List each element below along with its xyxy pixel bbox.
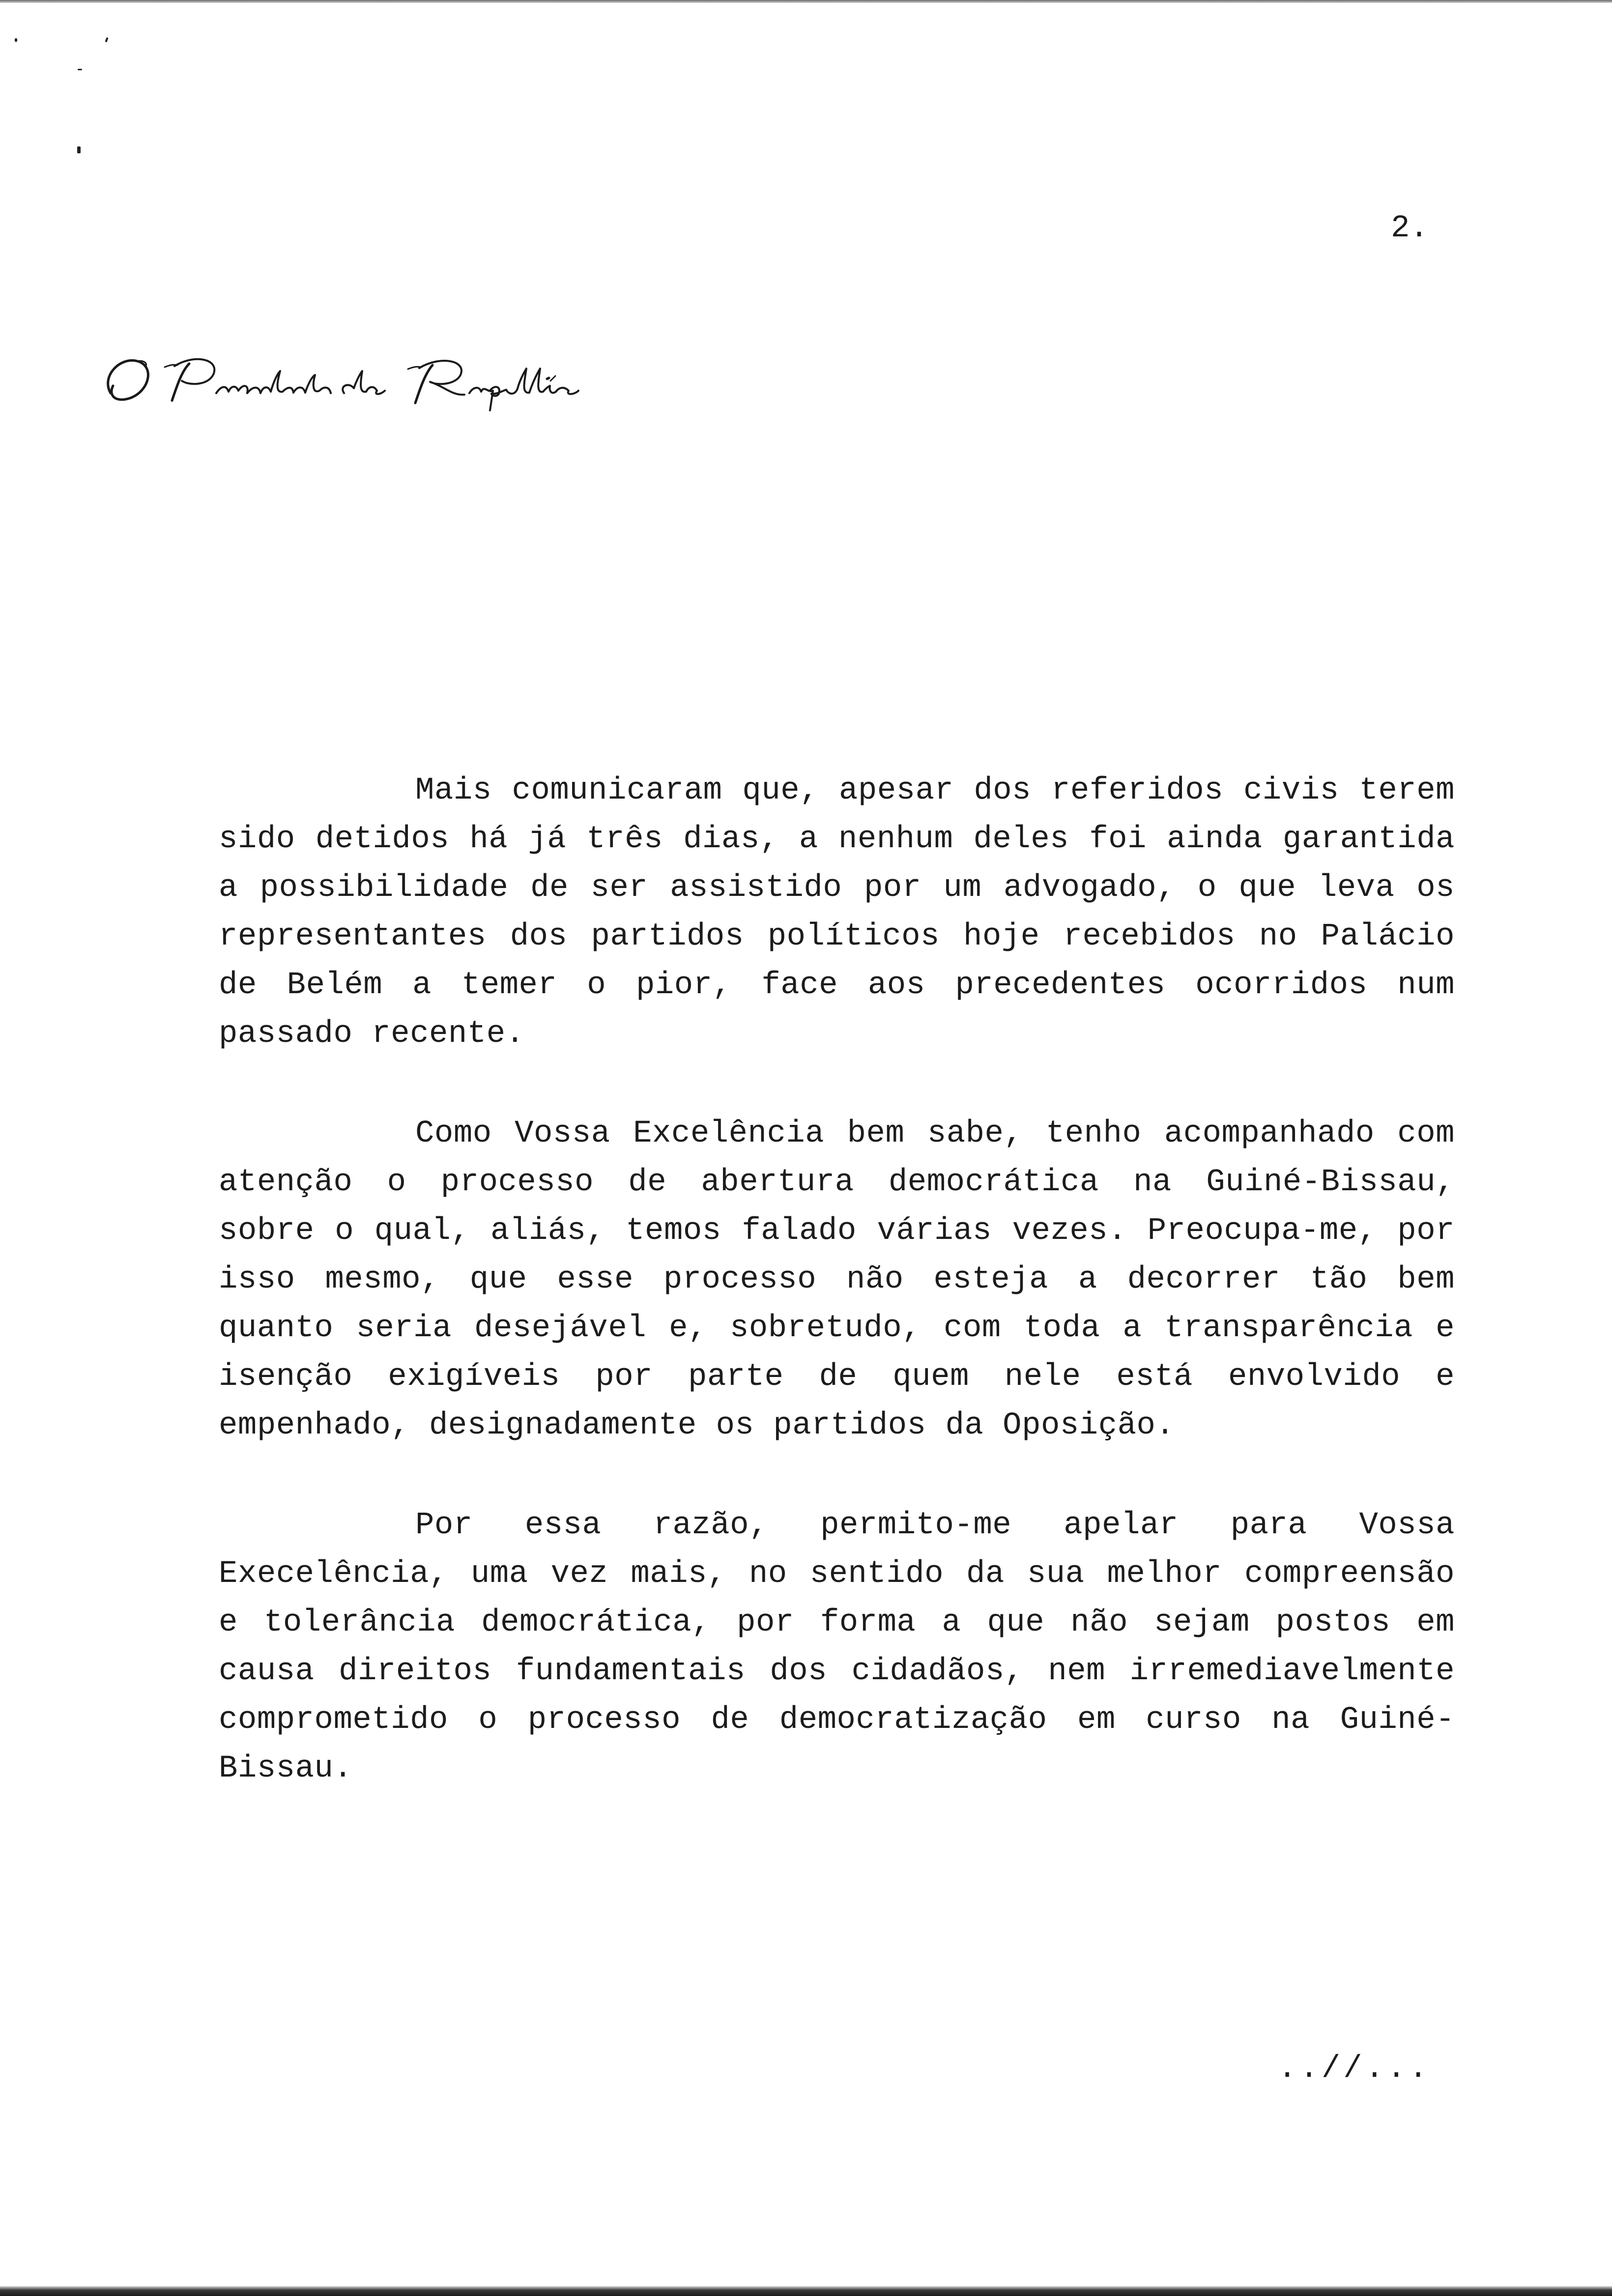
scan-speck xyxy=(105,37,108,43)
letterhead-signature-script xyxy=(91,346,661,420)
letterhead-script-image xyxy=(91,346,661,420)
scan-speck xyxy=(77,146,81,153)
paragraph-3: Por essa razão, permito-me apelar para Vossa Execelência, uma vez mais, no sentido da sua melhor compreensão e tolerância democrática, por forma a que não sejam postos em causa direitos fundamentais dos cidadãos, nem irremediavelmente comprometido o processo de democratização em curso na Guiné-Bissau. xyxy=(219,1508,1455,1786)
scan-edge-bottom xyxy=(0,2286,1612,2296)
scan-speck xyxy=(15,38,17,42)
continuation-mark: ..//... xyxy=(1278,2051,1431,2087)
paragraph-2: Como Vossa Excelência bem sabe, tenho acompanhado com atenção o processo de abertura democrática na Guiné-Bissau, sobre o qual, aliás, temos falado várias vezes. Preocupa-me, por isso mesmo, que esse processo não esteja a decorrer tão bem quanto seria desejável e, sobretudo, com toda a transparência e isenção exigíveis por parte de quem nele está envolvido e empenhado, designadamente os partidos da Oposição. xyxy=(219,1116,1455,1443)
paragraph-1: Mais comunicaram que, apesar dos referidos civis terem sido detidos há já três dias, a nenhum deles foi ainda garantida a possibilidade de ser assistido por um advogado, o que leva os representantes dos partidos políticos hoje recebidos no Palácio de Belém a temer o pior, face aos precedentes ocorridos num passado recente. xyxy=(219,773,1455,1052)
scan-edge-top xyxy=(0,0,1612,3)
page-number: 2. xyxy=(1391,211,1429,246)
scan-speck xyxy=(78,69,82,70)
